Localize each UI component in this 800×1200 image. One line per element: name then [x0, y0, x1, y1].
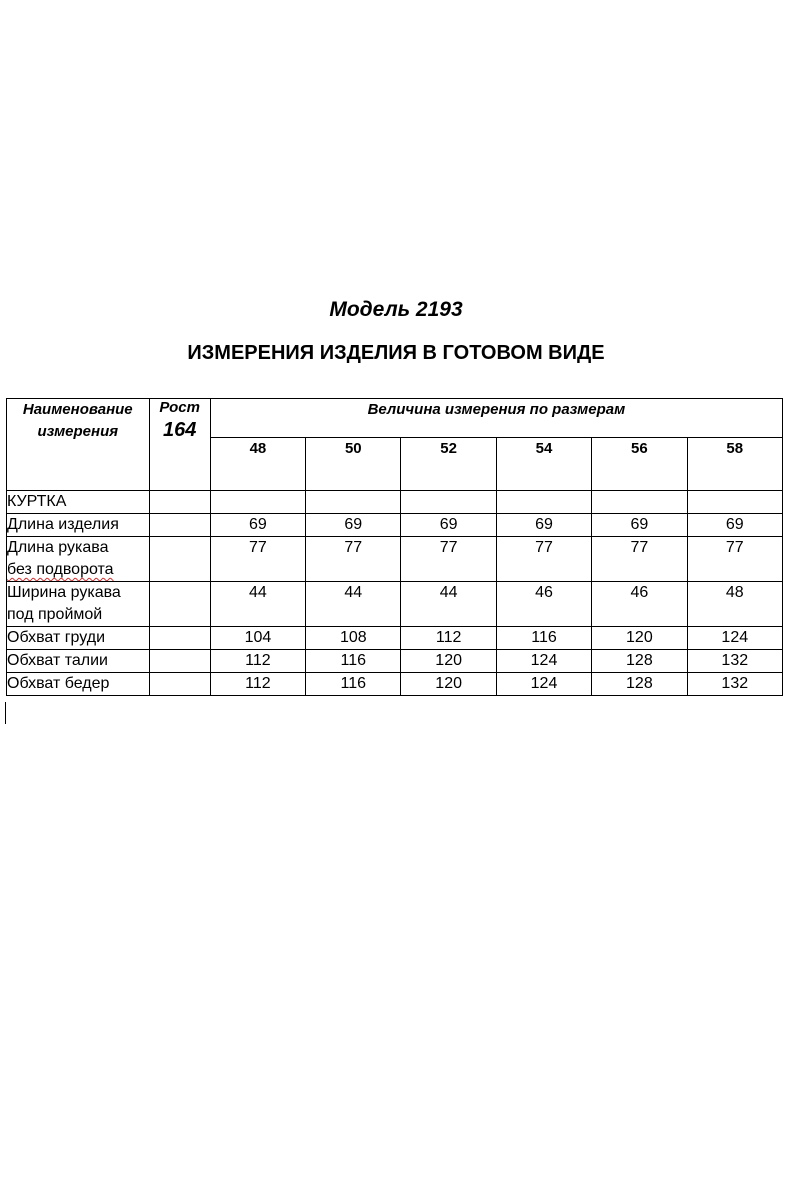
value-cell: 112 — [210, 650, 305, 673]
header-size-58: 58 — [687, 438, 782, 491]
value-cell: 46 — [496, 582, 591, 627]
model-title: Модель 2193 — [329, 298, 463, 321]
empty-cell — [149, 537, 210, 582]
empty-cell — [592, 491, 687, 514]
table-row — [7, 650, 783, 673]
row-label-line: под проймой — [7, 606, 103, 623]
value-cell: 69 — [306, 514, 401, 537]
value-cell: 77 — [592, 537, 687, 582]
value-cell: 77 — [496, 537, 591, 582]
value-cell: 77 — [687, 537, 782, 582]
row-label — [7, 582, 150, 627]
table-row — [7, 582, 783, 627]
empty-cell — [687, 491, 782, 514]
value-cell: 69 — [687, 514, 782, 537]
header-size-48: 48 — [210, 438, 305, 491]
empty-cell — [149, 514, 210, 537]
value-cell: 124 — [687, 627, 782, 650]
value-cell: 124 — [496, 673, 591, 696]
value-cell: 128 — [592, 673, 687, 696]
value-cell: 116 — [496, 627, 591, 650]
value-cell: 46 — [592, 582, 687, 627]
value-cell: 69 — [210, 514, 305, 537]
value-cell: 48 — [687, 582, 782, 627]
row-label-line: Ширина рукава — [7, 584, 121, 601]
value-cell: 128 — [592, 650, 687, 673]
value-cell: 120 — [592, 627, 687, 650]
row-label: Обхват талии — [7, 650, 150, 673]
table-row — [7, 627, 783, 650]
value-cell: 108 — [306, 627, 401, 650]
empty-cell — [149, 650, 210, 673]
row-label: Обхват бедер — [7, 673, 150, 696]
value-cell: 120 — [401, 650, 496, 673]
value-cell: 44 — [306, 582, 401, 627]
value-cell: 69 — [401, 514, 496, 537]
empty-cell — [149, 673, 210, 696]
value-cell: 104 — [210, 627, 305, 650]
header-size-50: 50 — [306, 438, 401, 491]
empty-cell — [401, 491, 496, 514]
value-cell: 77 — [210, 537, 305, 582]
value-cell: 124 — [496, 650, 591, 673]
value-cell: 69 — [496, 514, 591, 537]
header-size-56: 56 — [592, 438, 687, 491]
header-height-label: Рост — [159, 399, 200, 416]
value-cell: 120 — [401, 673, 496, 696]
row-label — [7, 537, 150, 582]
section-label: КУРТКА — [7, 491, 150, 514]
table-row — [7, 537, 783, 582]
value-cell: 116 — [306, 650, 401, 673]
margin-line — [5, 702, 6, 724]
value-cell: 77 — [306, 537, 401, 582]
section-row-jacket — [7, 491, 783, 514]
header-height-value: 164 — [162, 419, 197, 441]
empty-cell — [149, 491, 210, 514]
empty-cell — [306, 491, 401, 514]
header-row-top — [7, 399, 783, 438]
table-row — [7, 673, 783, 696]
empty-cell — [210, 491, 305, 514]
row-label-line: Длина рукава — [7, 539, 109, 556]
header-sizes-group: Величина измерения по размерам — [210, 399, 782, 438]
value-cell: 77 — [401, 537, 496, 582]
table-row — [7, 514, 783, 537]
row-label: Обхват груди — [7, 627, 150, 650]
header-size-52: 52 — [401, 438, 496, 491]
empty-cell — [496, 491, 591, 514]
header-measurement-name: Наименование измерения — [7, 399, 150, 491]
value-cell: 112 — [210, 673, 305, 696]
value-cell: 69 — [592, 514, 687, 537]
value-cell: 44 — [210, 582, 305, 627]
row-label-line: без подворота — [7, 561, 114, 578]
value-cell: 116 — [306, 673, 401, 696]
row-label: Длина изделия — [7, 514, 150, 537]
document-title: ИЗМЕРЕНИЯ ИЗДЕЛИЯ В ГОТОВОМ ВИДЕ — [187, 342, 605, 364]
empty-cell — [149, 582, 210, 627]
value-cell: 132 — [687, 650, 782, 673]
header-size-54: 54 — [496, 438, 591, 491]
measurements-table — [6, 398, 783, 696]
empty-cell — [149, 627, 210, 650]
value-cell: 112 — [401, 627, 496, 650]
value-cell: 44 — [401, 582, 496, 627]
value-cell: 132 — [687, 673, 782, 696]
header-height — [149, 399, 210, 491]
